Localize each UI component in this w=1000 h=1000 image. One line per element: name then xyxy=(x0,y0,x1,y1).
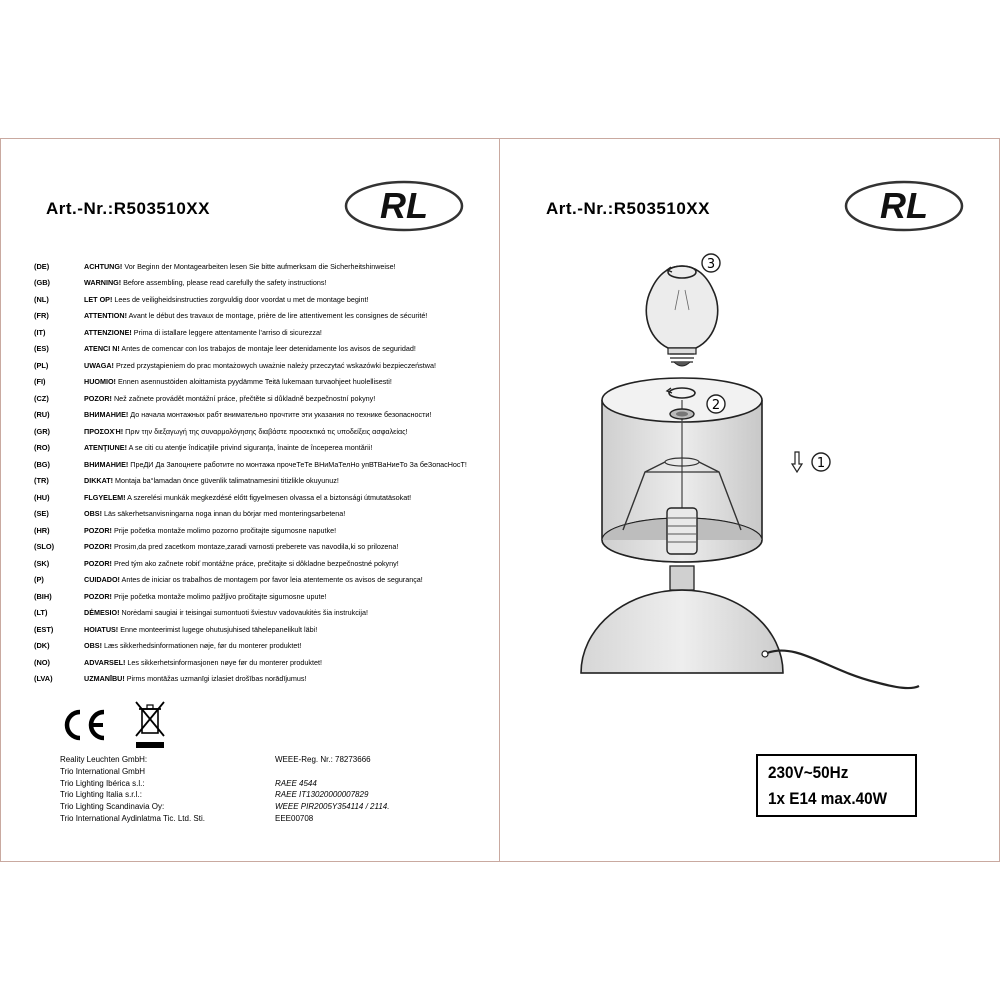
warning-row xyxy=(34,654,494,671)
warning-body: Ennen asennustöiden aloittamista pyydämme Teitä lukemaan turvaohjeet huolellisesti! xyxy=(115,377,392,387)
language-code: (GB) xyxy=(34,278,51,288)
warning-body: Before assembling, please read carefully the safety instructions! xyxy=(121,278,327,288)
warning-row xyxy=(34,588,494,605)
warning-row xyxy=(34,341,494,358)
rl-logo-right xyxy=(844,180,964,232)
shade-ring-nut xyxy=(670,409,694,419)
warning-label: CUIDADO! xyxy=(84,575,120,585)
warning-text xyxy=(84,328,322,337)
warning-text xyxy=(84,262,396,271)
warning-label: POZOR! xyxy=(84,525,112,535)
warning-body: Pred tým ako začnete robiť montážne práce, prečitajte si dôkladne bezpečnostné pokyny! xyxy=(111,558,399,568)
warning-text xyxy=(84,641,301,650)
language-code: (TR) xyxy=(34,476,49,486)
warning-label: ATENCI N! xyxy=(84,344,120,354)
warning-body: ПреДИ Да Запоцнете работите по монтажа прочеТеТе ВНиМаТелНо упВТВаНиеТо За беЗопасНосТ! xyxy=(128,459,467,469)
company-list xyxy=(60,754,205,825)
logo-text: RL xyxy=(880,185,928,226)
warning-text xyxy=(84,542,398,551)
warning-text xyxy=(84,493,411,502)
warning-row xyxy=(34,638,494,655)
warning-body: Prima di istallare leggere attentamente l’arriso di sicurezza! xyxy=(131,327,322,337)
warning-text xyxy=(84,625,317,634)
warning-label: POZOR! xyxy=(84,558,112,568)
language-code: (SLO) xyxy=(34,542,55,552)
warning-label: DĖMESIO! xyxy=(84,608,120,618)
company-name: Trio International GmbH xyxy=(60,766,146,776)
company-name: Reality Leuchten GmbH: xyxy=(60,755,148,764)
warning-body: Antes de iniciar os trabalhos de montagem por favor leia atentemente os avisos de segurança! xyxy=(119,575,423,585)
lamp-socket xyxy=(667,508,697,554)
spec-bulb: 1x E14 max.40W xyxy=(768,789,888,808)
down-arrow-icon xyxy=(792,452,802,472)
language-code: (DK) xyxy=(34,641,50,651)
warning-text xyxy=(84,443,372,452)
warning-label: WARNING! xyxy=(84,278,122,288)
warning-body: Lees de veiligheidsinstructies zorgvuldig door voordat u met de montage begint! xyxy=(112,294,369,304)
lamp-assembly-diagram xyxy=(575,250,935,700)
warning-label: UZMANĪBU! xyxy=(84,674,125,684)
warning-label: POZOR! xyxy=(84,591,112,601)
warning-row xyxy=(34,440,494,457)
warning-body: Montaja ba°lamadan önce güvenlik talimatnamesini titizlikle okuyunuz! xyxy=(113,476,339,486)
warning-text xyxy=(84,427,408,436)
warning-body: Antes de comencar con los trabajos de montaje leer detenidamente los avisos de seguridad! xyxy=(119,344,416,354)
warning-row xyxy=(34,506,494,523)
warning-text xyxy=(84,361,436,370)
warning-body: Prije početka montaže molimo pažljivo pročitajte sigurnosne upute! xyxy=(111,591,327,601)
step-1-label: 1 xyxy=(816,456,826,471)
language-code: (HR) xyxy=(34,525,50,535)
spec-voltage: 230V~50Hz xyxy=(768,763,849,782)
warning-body: A szerelési munkák megkezdésé előtt figyelmesen olvassa el a biztonsági útmutatäsokat! xyxy=(125,492,412,502)
warning-label: ADVARSEL! xyxy=(84,657,126,667)
warning-row xyxy=(34,473,494,490)
warning-row xyxy=(34,671,494,688)
language-code: (HU) xyxy=(34,492,50,502)
warning-body: Pirms montāžas uzmanīgi izlasiet drošības norādījumus! xyxy=(124,674,307,684)
language-code: (FI) xyxy=(34,377,46,387)
warning-row xyxy=(34,423,494,440)
warning-label: DIKKAT! xyxy=(84,476,114,486)
warning-row xyxy=(34,308,494,325)
warning-row xyxy=(34,258,494,275)
warning-text xyxy=(84,460,467,469)
warning-label: ATENŢIUNE! xyxy=(84,443,127,453)
language-code: (CZ) xyxy=(34,393,49,403)
warning-label: ΠΡΟΣΟΧΉ! xyxy=(84,426,124,436)
warning-label: ВНИМАНИЕ! xyxy=(84,459,129,469)
warning-label: UWAGA! xyxy=(84,360,114,370)
warning-body: Vor Beginn der Montagearbeiten lesen Sie bitte aufmerksam die Sicherheitshinweise! xyxy=(122,261,396,271)
light-bulb xyxy=(646,266,717,366)
warning-row xyxy=(34,605,494,622)
warning-text xyxy=(84,344,416,353)
warning-row xyxy=(34,374,494,391)
warning-row xyxy=(34,572,494,589)
warning-label: ВНИМАНИЕ! xyxy=(84,410,129,420)
language-code: (RO) xyxy=(34,443,51,453)
warning-body: Avant le début des travaux de montage, prière de lire attentivement les consignes de sécurité! xyxy=(126,311,428,321)
warning-text xyxy=(84,674,307,683)
warning-label: OBS! xyxy=(84,509,102,519)
language-code: (FR) xyxy=(34,311,49,321)
language-code: (SK) xyxy=(34,558,50,568)
language-code: (NL) xyxy=(34,294,49,304)
warning-row xyxy=(34,291,494,308)
warning-text xyxy=(84,509,345,518)
language-code: (LT) xyxy=(34,608,48,618)
weee-registration: EEE00708 xyxy=(275,813,314,823)
step-2-label: 2 xyxy=(711,398,721,413)
step-3-label: 3 xyxy=(706,257,716,272)
language-code: (NO) xyxy=(34,657,51,667)
warning-text xyxy=(84,311,427,320)
company-name: Trio Lighting Ibérica s.l.: xyxy=(60,778,145,788)
language-code: (P) xyxy=(34,575,44,585)
lamp-base-dome xyxy=(581,590,783,673)
warning-text xyxy=(84,394,375,403)
warning-text xyxy=(84,575,423,584)
warning-body: Πριν την διεξαγωγή της συναρμολόγησης διαβάστε προσεκτικά τις υποδείξεις ασφαλείας! xyxy=(123,426,408,436)
warning-text xyxy=(84,295,368,304)
warning-text xyxy=(84,658,322,667)
warning-body: Enne monteerimist lugege ohutusjuhised tähelepanelikult läbi! xyxy=(118,624,318,634)
rl-logo-left xyxy=(344,180,464,232)
warning-text xyxy=(84,410,431,419)
language-code: (EST) xyxy=(34,624,54,634)
warning-label: ATTENZIONE! xyxy=(84,327,132,337)
certification-marks xyxy=(60,700,180,752)
warning-label: POZOR! xyxy=(84,393,112,403)
warning-row xyxy=(34,539,494,556)
warning-row xyxy=(34,407,494,424)
warning-body: Les sikkerhetsinformasjonen nøye før du monterer produktet! xyxy=(125,657,322,667)
warning-body: A se citi cu atenţie îndicaţiile privind siguranţa, înainte de începerea montării! xyxy=(127,443,373,453)
company-name: Trio International Aydinlatma Tic. Ltd. Sti. xyxy=(60,813,205,823)
warning-text xyxy=(84,526,336,535)
company-name: Trio Lighting Italia s.r.l.: xyxy=(60,790,142,800)
warning-text xyxy=(84,476,339,485)
weee-registration: WEEE PIR2005Y354114 / 2114. xyxy=(275,802,390,812)
warning-text xyxy=(84,559,399,568)
article-number-right: Art.-Nr.:R503510XX xyxy=(546,199,710,218)
language-code: (GR) xyxy=(34,426,51,436)
warning-body: Norėdami saugiai ir teisingai sumontuoti šviestuv vadovaukitės šia instrukcija! xyxy=(119,608,369,618)
warning-label: HOIATUS! xyxy=(84,624,119,634)
weee-registration-list xyxy=(275,754,389,825)
weee-registration: RAEE IT13020000007829 xyxy=(275,790,369,800)
warning-label: ACHTUNG! xyxy=(84,261,123,271)
warning-label: ATTENTION! xyxy=(84,311,127,321)
warning-row xyxy=(34,489,494,506)
safety-warnings-list xyxy=(34,258,494,687)
warning-label: LET OP! xyxy=(84,294,113,304)
warning-text xyxy=(84,608,368,617)
warning-label: HUOMIO! xyxy=(84,377,116,387)
warning-body: Läs säkerhetsanvisningarna noga innan du börjar med monteringsarbetena! xyxy=(101,509,346,519)
weee-registration xyxy=(275,766,389,778)
warning-text xyxy=(84,278,327,287)
weee-bin-icon xyxy=(136,702,164,748)
warning-text xyxy=(84,592,327,601)
warning-label: OBS! xyxy=(84,641,102,651)
warning-row xyxy=(34,357,494,374)
warning-body: Než začnete provádět montážní práce, přečtěte si důkladně bezpečnostní pokyny! xyxy=(111,393,376,403)
company-name: Trio Lighting Scandinavia Oy: xyxy=(60,802,165,812)
warning-row xyxy=(34,522,494,539)
warning-body: Prosim,da pred zacetkom montaze,zaradi varnosti preberete vas navodila,ki so prilozena! xyxy=(111,542,399,552)
language-code: (LVA) xyxy=(34,674,53,684)
warning-label: POZOR! xyxy=(84,542,112,552)
warning-label: FLGYELEM! xyxy=(84,492,126,502)
warning-row xyxy=(34,456,494,473)
language-code: (ES) xyxy=(34,344,49,354)
warning-row xyxy=(34,275,494,292)
power-cord xyxy=(767,650,919,688)
lamp-stem xyxy=(670,566,694,590)
language-code: (DE) xyxy=(34,261,50,271)
warning-text xyxy=(84,377,392,386)
warning-row xyxy=(34,621,494,638)
warning-body: До начала монтажных рабт внимательно прочтите эти указания по технике безопасности! xyxy=(128,410,432,420)
language-code: (BIH) xyxy=(34,591,52,601)
weee-registration: WEEE-Reg. Nr.: 78273666 xyxy=(275,755,371,764)
article-number-left: Art.-Nr.:R503510XX xyxy=(46,199,210,218)
language-code: (SE) xyxy=(34,509,49,519)
logo-text: RL xyxy=(380,185,428,226)
warning-row xyxy=(34,390,494,407)
warning-row xyxy=(34,324,494,341)
warning-body: Przed przystąpieniem do prac montażowych uważnie należy przeczytać wskazówki bezpieczeństwa! xyxy=(113,360,436,370)
warning-row xyxy=(34,555,494,572)
language-code: (BG) xyxy=(34,459,51,469)
language-code: (IT) xyxy=(34,327,46,337)
electrical-spec-box xyxy=(756,754,917,817)
warning-body: Prije početka montaže molimo pozorno pročitajte sigurnosne naputke! xyxy=(111,525,337,535)
language-code: (RU) xyxy=(34,410,50,420)
weee-registration: RAEE 4544 xyxy=(275,778,317,788)
warning-body: Læs sikkerhedsinformationen nøje, før du monterer produktet! xyxy=(101,641,302,651)
ce-mark-icon xyxy=(67,712,104,738)
language-code: (PL) xyxy=(34,360,49,370)
